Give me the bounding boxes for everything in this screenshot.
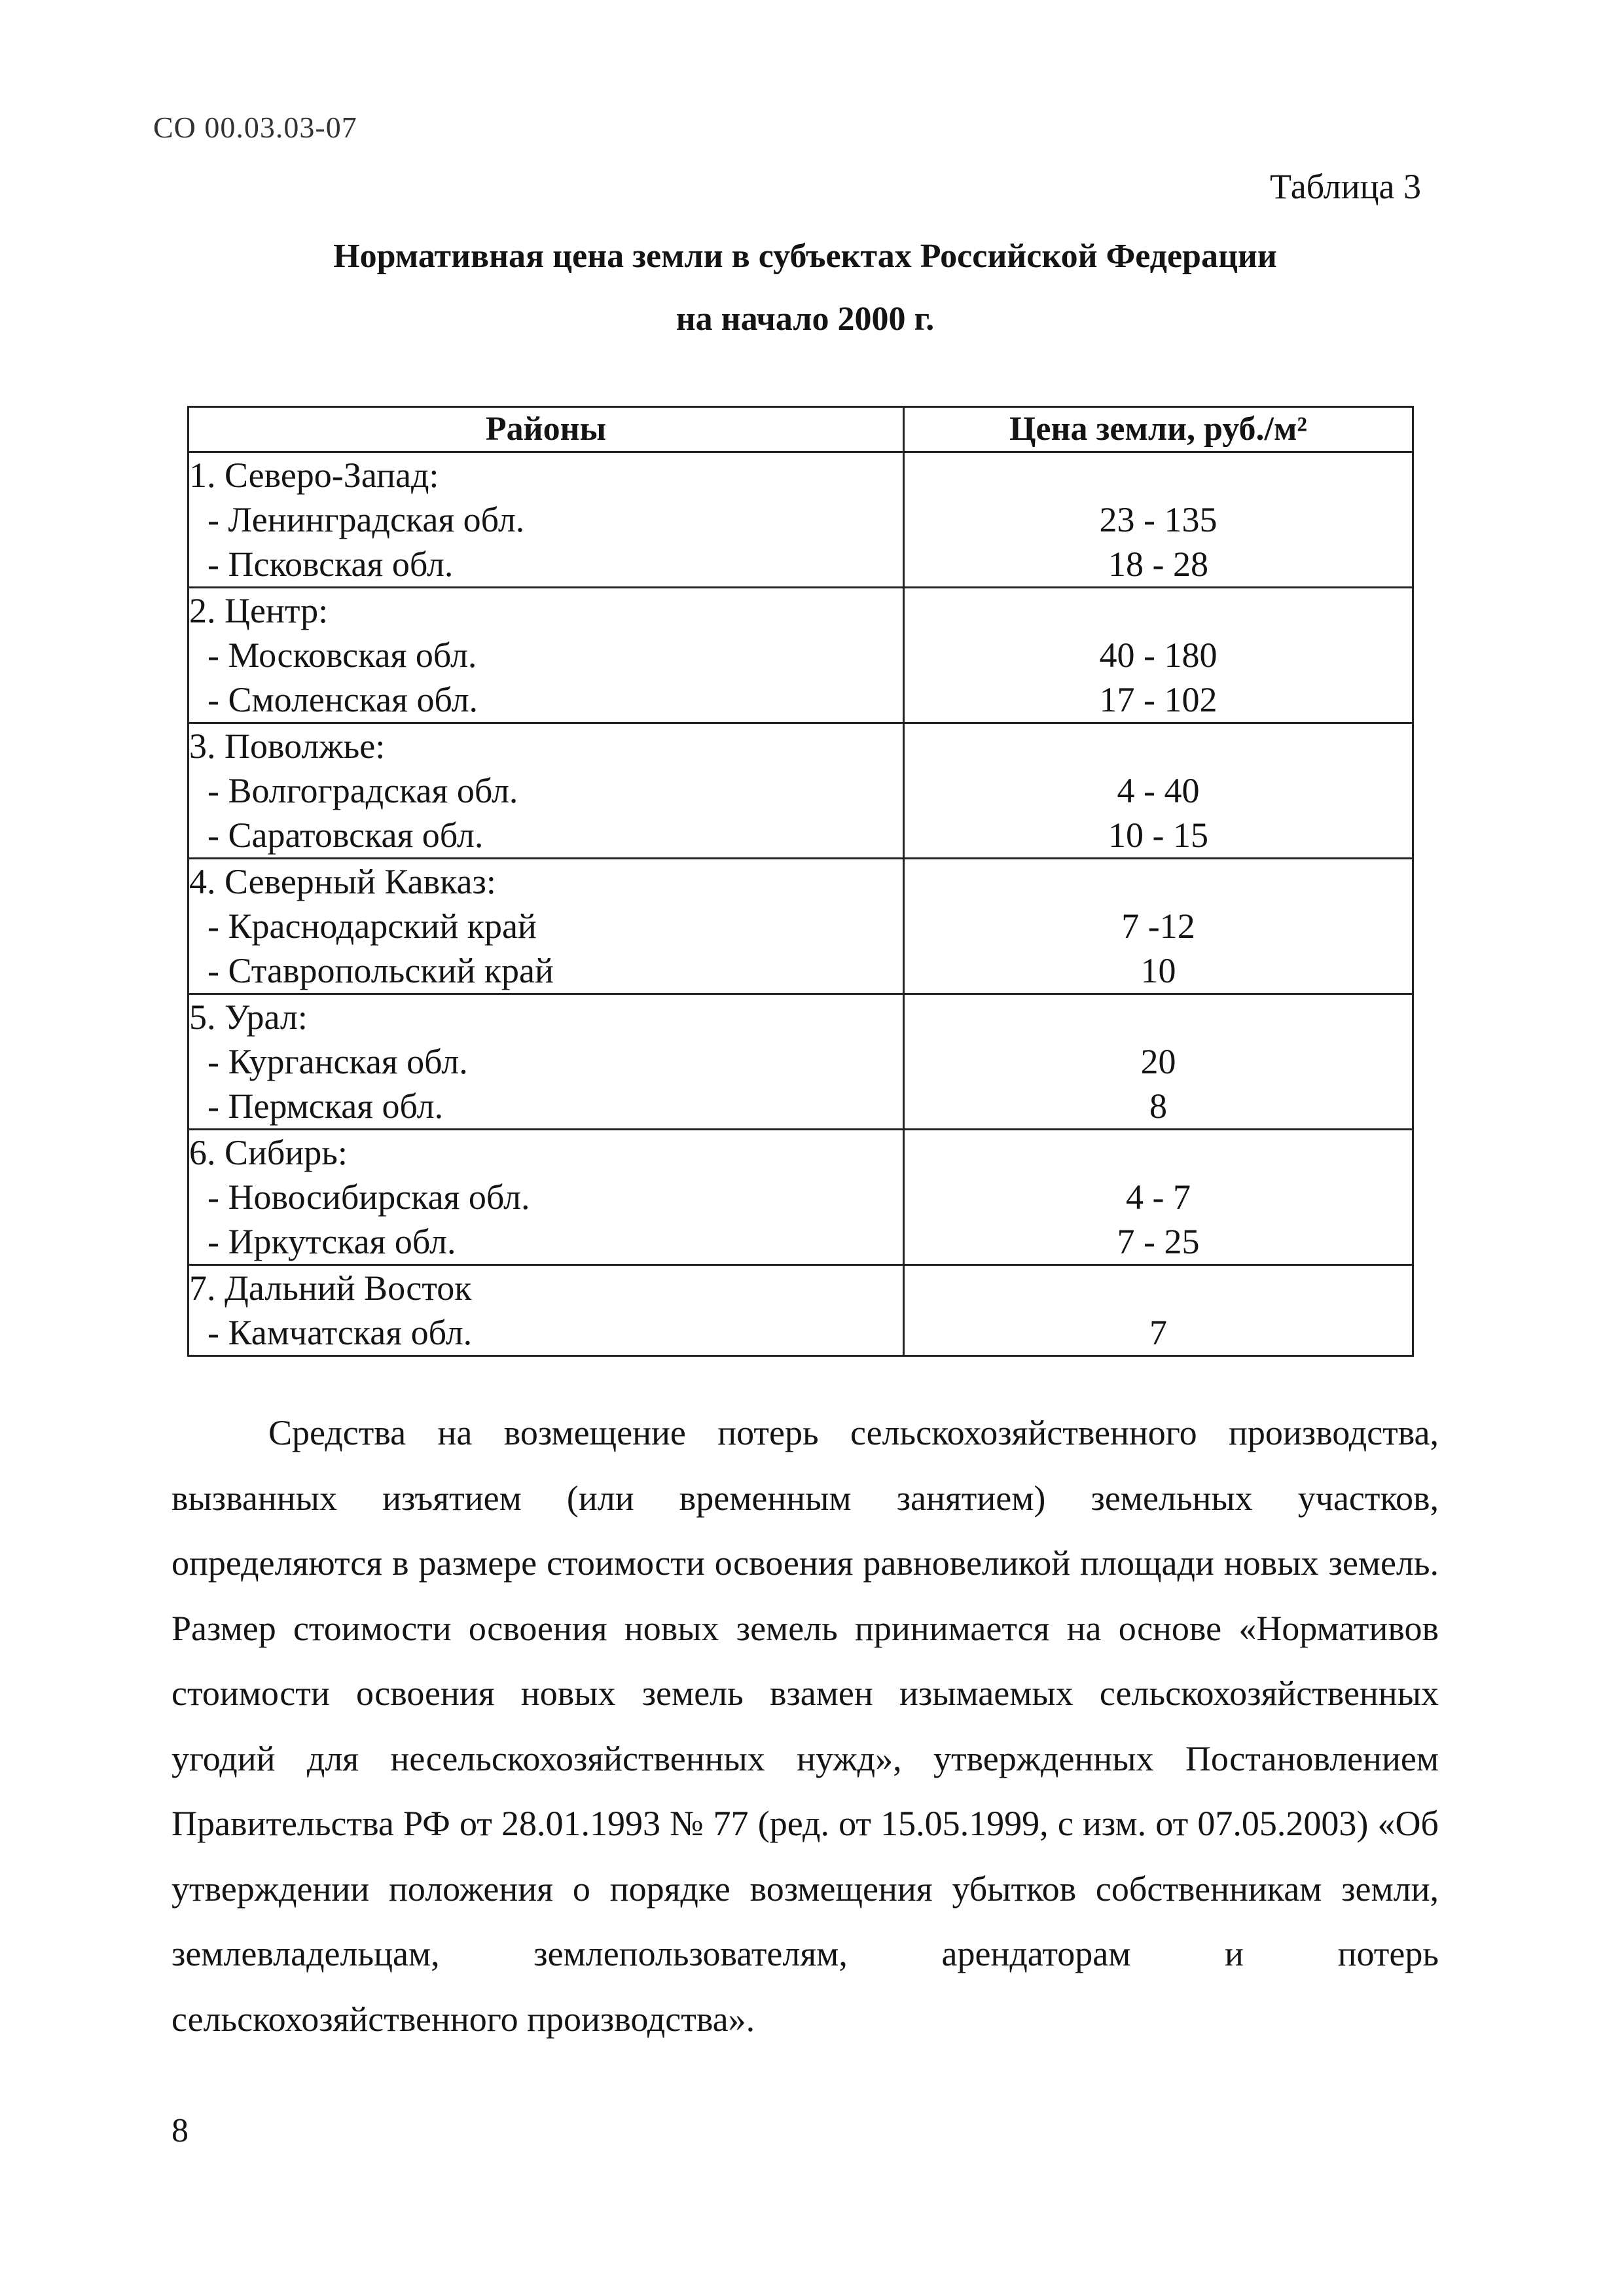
subregion-name: - Иркутская обл. — [208, 1222, 456, 1261]
subregion-name: - Смоленская обл. — [208, 680, 478, 719]
region-cell — [189, 588, 904, 723]
header-price: Цена земли, руб./м² — [904, 407, 1413, 452]
table-row — [189, 1130, 1413, 1265]
price-value: 7 — [1149, 1313, 1167, 1352]
price-value: 7 - 25 — [1117, 1222, 1200, 1261]
subregion-name: - Псковская обл. — [208, 545, 454, 584]
price-value: 18 - 28 — [1108, 545, 1208, 584]
table-row — [189, 859, 1413, 994]
table-row — [189, 588, 1413, 723]
paragraph-text: Средства на возмещение потерь сельскохозяйственного производства, вызванных изъятием (или временным занятием) земельных участков, определяются в размере стоимости освоения равновеликой площади новых земель. Размер стоимости освоения новых земель принимается на основе «Нормативов стоимости освоения новых земель взамен изымаемых сельскохозяйственных угодий для несельскохозяйственных нужд», утвержденных Постановлением Правительства РФ от 28.01.1993 № 77 (ред. от 15.05.1999, с изм. от 07.05.2003) «Об утверждении положения о порядке возмещения убытков собственникам земли, землевладельцам, землепользователям, арендаторам и потерь сельскохозяйственного производства». — [171, 1413, 1439, 2039]
region-group-name: 7. Дальний Восток — [189, 1268, 472, 1308]
region-group-name: 5. Урал: — [189, 997, 308, 1037]
land-price-table — [187, 406, 1414, 1357]
subregion-name: - Саратовская обл. — [208, 816, 484, 855]
subregion-name: - Ставропольский край — [208, 951, 554, 990]
price-cell — [904, 994, 1413, 1130]
price-value: 4 - 40 — [1117, 771, 1200, 810]
page-number: 8 — [171, 2112, 189, 2149]
region-cell — [189, 859, 904, 994]
price-cell — [904, 588, 1413, 723]
header-region: Районы — [189, 407, 904, 452]
region-cell — [189, 1265, 904, 1356]
table-row — [189, 723, 1413, 859]
body-paragraph — [171, 1401, 1439, 2052]
price-value: 23 - 135 — [1099, 500, 1218, 539]
region-cell — [189, 452, 904, 588]
table-row — [189, 452, 1413, 588]
region-group-name: 4. Северный Кавказ: — [189, 862, 496, 901]
price-value: 10 - 15 — [1108, 816, 1208, 855]
region-group-name: 6. Сибирь: — [189, 1133, 348, 1172]
price-cell — [904, 1265, 1413, 1356]
region-group-name: 2. Центр: — [189, 591, 329, 630]
price-value: 40 - 180 — [1099, 636, 1218, 675]
subregion-name: - Волгоградская обл. — [208, 771, 518, 810]
subregion-name: - Курганская обл. — [208, 1042, 468, 1081]
price-value: 8 — [1149, 1086, 1167, 1126]
price-value: 10 — [1140, 951, 1176, 990]
subregion-name: - Камчатская обл. — [208, 1313, 473, 1352]
price-value: 20 — [1140, 1042, 1176, 1081]
region-cell — [189, 1130, 904, 1265]
price-value: 17 - 102 — [1099, 680, 1218, 719]
subregion-name: - Пермская обл. — [208, 1086, 444, 1126]
price-value: 4 - 7 — [1126, 1177, 1191, 1217]
subregion-name: - Новосибирская обл. — [208, 1177, 530, 1217]
table-title: Нормативная цена земли в субъектах Российской Федерации — [333, 238, 1277, 275]
document-code: СО 00.03.03-07 — [153, 111, 357, 144]
region-cell — [189, 723, 904, 859]
region-group-name: 1. Северо-Запад: — [189, 456, 439, 495]
table-row — [189, 994, 1413, 1130]
table-row — [189, 1265, 1413, 1356]
price-cell — [904, 452, 1413, 588]
subregion-name: - Краснодарский край — [208, 906, 537, 946]
price-value: 7 -12 — [1121, 906, 1195, 946]
table-header-row — [189, 407, 1413, 452]
table-number: Таблица 3 — [1270, 167, 1421, 206]
table-subtitle: на начало 2000 г. — [676, 300, 935, 338]
subregion-name: - Московская обл. — [208, 636, 477, 675]
price-cell — [904, 723, 1413, 859]
region-group-name: 3. Поволжье: — [189, 726, 386, 766]
subregion-name: - Ленинградская обл. — [208, 500, 525, 539]
price-cell — [904, 1130, 1413, 1265]
price-cell — [904, 859, 1413, 994]
region-cell — [189, 994, 904, 1130]
